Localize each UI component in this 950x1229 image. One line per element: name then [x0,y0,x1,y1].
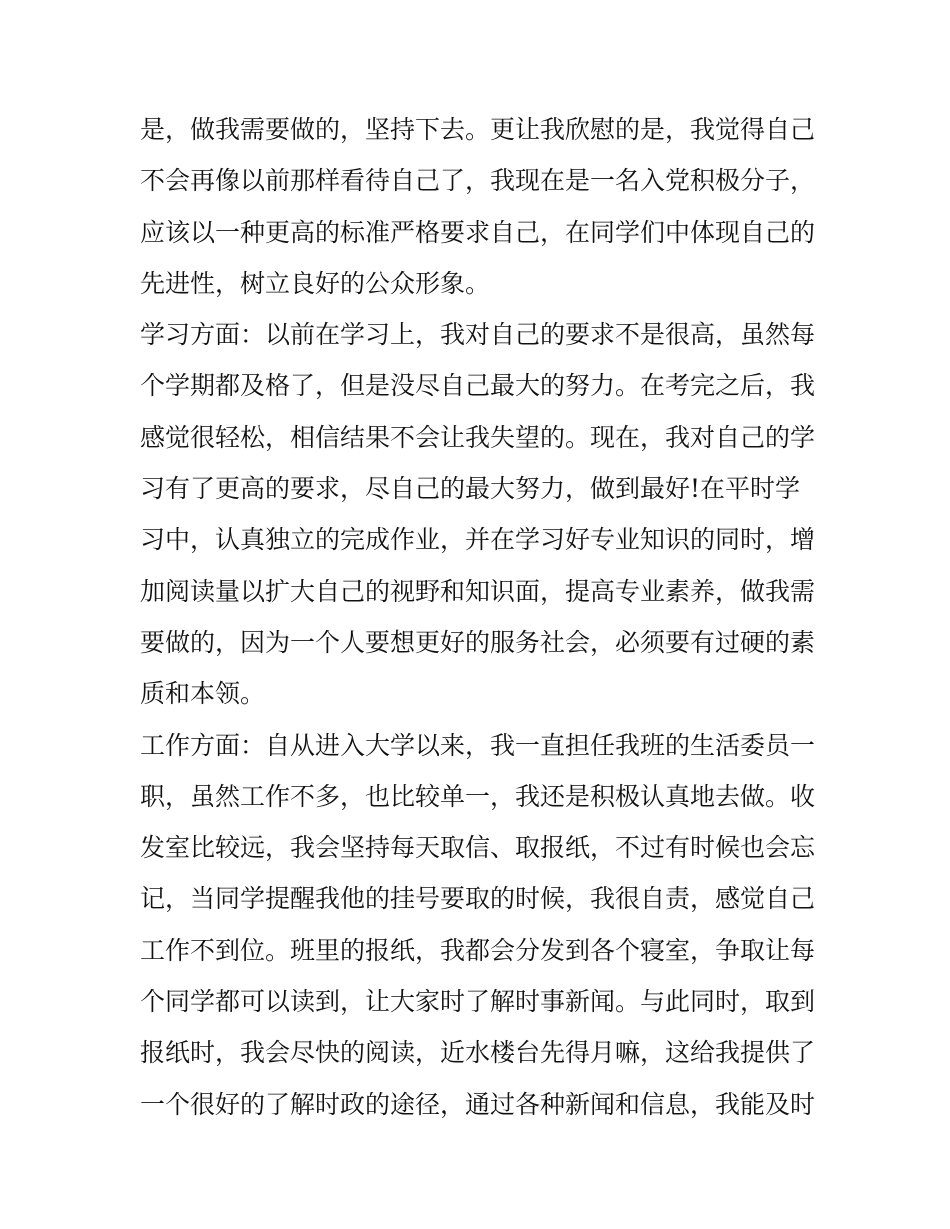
text-line: 应该以一种更高的标准严格要求自己，在同学们中体现自己的 [140,217,816,247]
text-line: 发室比较远，我会坚持每天取信、取报纸，不过有时候也会忘 [140,833,816,863]
body-text [140,104,820,1130]
text-line: 一个很好的了解时政的途径，通过各种新闻和信息，我能及时 [140,1089,816,1119]
text-line: 个学期都及格了，但是没尽自己最大的努力。在考完之后，我 [140,371,816,401]
text-line: 工作不到位。班里的报纸，我都会分发到各个寝室，争取让每 [140,935,816,965]
text-line: 加阅读量以扩大自己的视野和知识面，提高专业素养，做我需 [140,576,816,606]
text-line: 要做的，因为一个人要想更好的服务社会，必须要有过硬的素 [140,627,816,657]
text-line: 学习方面：以前在学习上，我对自己的要求不是很高，虽然每 [140,320,816,350]
text-line: 感觉很轻松，相信结果不会让我失望的。现在，我对自己的学 [140,422,816,452]
text-line: 工作方面：自从进入大学以来，我一直担任我班的生活委员一 [140,730,816,760]
text-line: 不会再像以前那样看待自己了，我现在是一名入党积极分子， [140,166,816,196]
text-line: 是，做我需要做的，坚持下去。更让我欣慰的是，我觉得自己 [140,115,816,144]
text-line: 职，虽然工作不多，也比较单一，我还是积极认真地去做。收 [140,781,816,811]
text-line: 个同学都可以读到，让大家时了解时事新闻。与此同时，取到 [140,987,816,1017]
text-line: 质和本领。 [140,679,266,709]
text-line: 记，当同学提醒我他的挂号要取的时候，我很自责，感觉自己 [140,884,816,914]
text-line: 习有了更高的要求，尽自己的最大努力，做到最好!在平时学 [140,474,801,504]
text-line: 报纸时，我会尽快的阅读，近水楼台先得月嘛，这给我提供了 [140,1038,816,1068]
text-line: 习中，认真独立的完成作业，并在学习好专业知识的同时，增 [140,525,816,555]
text-line: 先进性，树立良好的公众形象。 [140,268,491,298]
